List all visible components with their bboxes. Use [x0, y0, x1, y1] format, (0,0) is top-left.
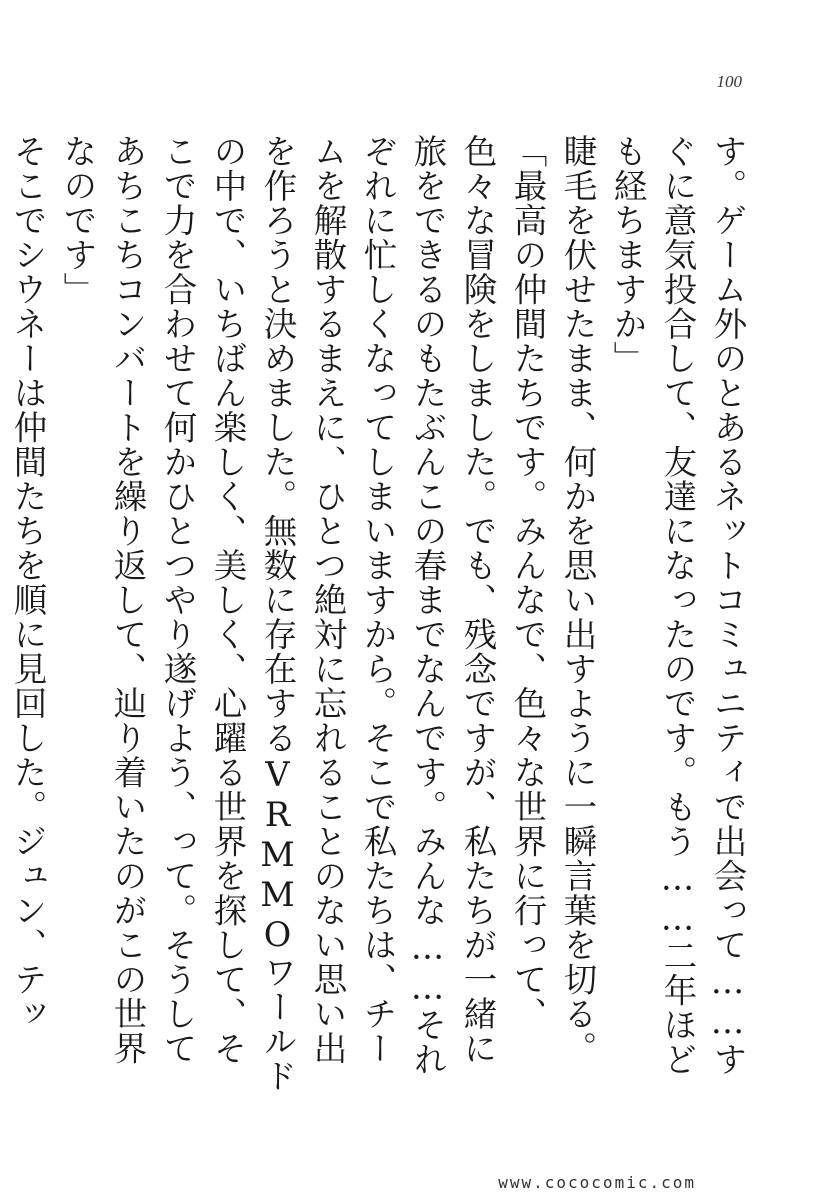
paragraph: 睫毛を伏せたまま、何かを思い出すように一瞬言葉を切る。: [558, 134, 597, 1066]
paragraph: 「最高の仲間たちです。みんなで、色々な世界に行って、色々な冒険をしました。でも、残念ですが、私たちが一緒に旅をできるのもたぶんこの春までなんです。みんな……それぞれに忙しくなってしまいますから。そこで私たちは、チームを解散するまえに、ひとつ絶対に忘れることのない思い出を作ろうと決めました。無数に存在するVRMMOワールドの中で、いちばん楽しく、美しく、心躍る世界を探して、そこで力を合わせて何かひとつやり遂げよう、って。そうしてあちこちコンバートを繰り返して、辿り着いたのがこの世界なのです」: [58, 134, 547, 1093]
novel-body-text: [8, 134, 752, 1094]
watermark-url: www.cococomic.com: [498, 1173, 696, 1192]
page-number: 100: [716, 72, 742, 91]
paragraph: そこでシウネーは仲間たちを順に見回した。ジュン、テッ: [8, 134, 47, 1031]
paragraph: す。ゲーム外のとあるネットコミュニティで出会って……すぐに意気投合して、友達になったのです。もう……二年ほども経ちますか」: [608, 134, 747, 1077]
